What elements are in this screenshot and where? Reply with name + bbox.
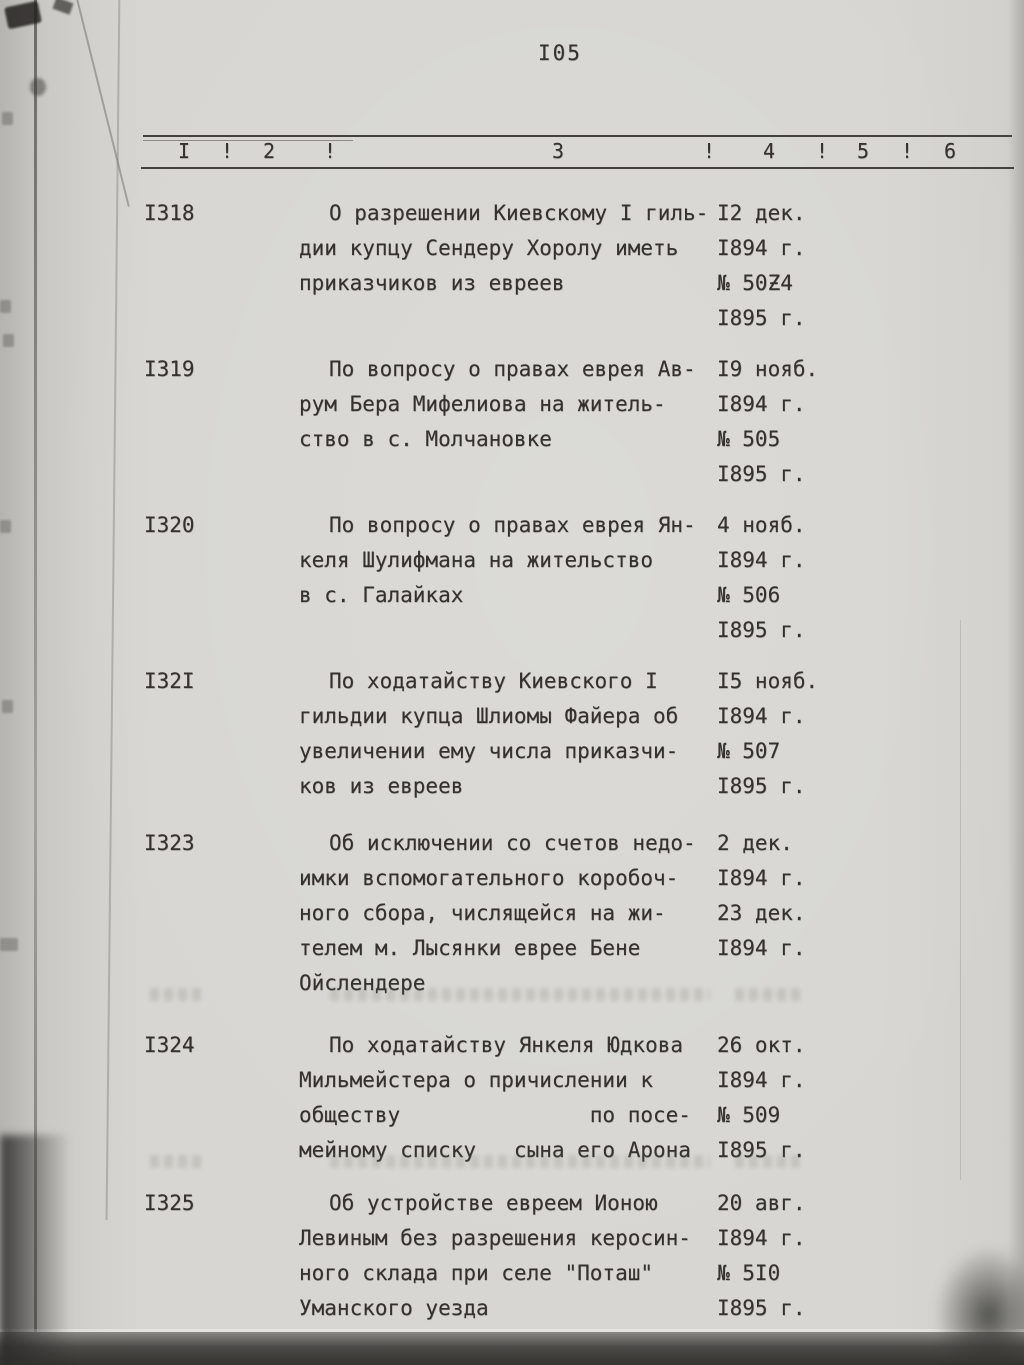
entry-description-line: ство в с. Молчановке <box>299 427 552 451</box>
bottom-shadow-band <box>0 1332 1024 1365</box>
entry-date-line: I894 г. <box>717 704 806 728</box>
entry-description-line: в с. Галайках <box>299 583 464 607</box>
entry-date-line: I895 г. <box>717 462 806 486</box>
bottom-right-shadow <box>934 1245 1024 1365</box>
margin-bleed-mark <box>2 700 13 713</box>
bottom-left-shadow <box>0 1135 70 1365</box>
entry-dates <box>717 1028 867 1168</box>
entry-date-line: № 506 <box>717 583 781 607</box>
bleed-through-row <box>0 988 1024 1008</box>
entry-description <box>299 352 739 457</box>
entry-date-line: 2 дек. <box>717 831 793 855</box>
column-header-row <box>0 138 1024 166</box>
entry-description-line: По ходатайству Янкеля Юдкова <box>329 1033 684 1057</box>
entry-date-line: I895 г. <box>717 306 806 330</box>
page-crease-line <box>960 620 961 1180</box>
entry-description-line: имки вспомогательного коробоч- <box>299 866 679 890</box>
entry-description-line: По вопросу о правах еврея Ав- <box>329 357 696 381</box>
entry-description-line: рум Бера Мифелиова на житель- <box>299 392 666 416</box>
entry-date-line: I5 нояб. <box>717 669 819 693</box>
entry-number: I324 <box>144 1033 195 1057</box>
column-header-6: 6 <box>944 139 957 163</box>
column-separator: ! <box>324 139 337 163</box>
column-header-4: 4 <box>763 139 776 163</box>
column-header-I: I <box>178 139 191 163</box>
entry-number: I318 <box>144 201 195 225</box>
entry-date-line: I894 г. <box>717 392 806 416</box>
entry-description-line: увеличении ему числа приказчи- <box>299 739 679 763</box>
entry-description-line: ного сбора, числящейся на жи- <box>299 901 666 925</box>
margin-bleed-mark <box>3 334 14 347</box>
margin-smudge <box>30 78 46 96</box>
entry-description-line: Ойслендере <box>299 971 426 995</box>
column-separator: ! <box>703 139 716 163</box>
corner-ink-mark <box>52 0 73 15</box>
page-number: I05 <box>538 41 582 65</box>
entry-date-line: I894 г. <box>717 236 806 260</box>
entry-number: I319 <box>144 357 195 381</box>
entry-description-line: дии купцу Сендеру Хоролу иметь <box>299 236 679 260</box>
entry-date-line: 4 нояб. <box>717 513 806 537</box>
page-edge-line <box>106 0 121 1220</box>
entry-description-line: По вопросу о правах еврея Ян- <box>329 513 696 537</box>
entry-description-line: гильдии купца Шлиомы Файера об <box>299 704 679 728</box>
entry-description-line: По ходатайству Киевского I <box>329 669 658 693</box>
entry-date-line: I894 г. <box>717 548 806 572</box>
entry-number: I323 <box>144 831 195 855</box>
entry-description-line: Мильмейстера о причислении к <box>299 1068 654 1092</box>
entry-date-line: № 505 <box>717 427 781 451</box>
entry-description-line: ного склада при селе "Поташ" <box>299 1261 654 1285</box>
entry-dates <box>717 1186 867 1326</box>
entry-date-line: I894 г. <box>717 866 806 890</box>
entry-date-line: I9 нояб. <box>717 357 819 381</box>
entry-date-line: I894 г. <box>717 1226 806 1250</box>
entry-date-line: № 507 <box>717 739 781 763</box>
entry-number: I320 <box>144 513 195 537</box>
entry-date-line: № 509 <box>717 1103 781 1127</box>
entry-date-line: I2 дек. <box>717 201 806 225</box>
header-rule-top <box>143 135 1012 137</box>
entry-date-line: 23 дек. <box>717 901 806 925</box>
entry-description-line: мейному списку сына его Арона <box>299 1138 691 1162</box>
margin-bleed-mark <box>0 520 11 533</box>
entry-description <box>299 508 739 613</box>
column-separator: ! <box>901 139 914 163</box>
entry-dates <box>717 826 867 966</box>
entry-description-line: О разрешении Киевскому I гиль- <box>329 201 709 225</box>
entry-date-line: 20 авг. <box>717 1191 806 1215</box>
entry-number: I32I <box>144 669 195 693</box>
margin-bleed-mark <box>0 300 11 313</box>
entry-date-line: I895 г. <box>717 1138 806 1162</box>
column-header-5: 5 <box>857 139 870 163</box>
entry-dates <box>717 352 867 492</box>
page-fold-line <box>72 0 130 207</box>
entry-date-line: I894 г. <box>717 936 806 960</box>
entry-description-line: ков из евреев <box>299 774 464 798</box>
entry-description <box>299 664 739 804</box>
entry-date-line: № 50Ƶ4 <box>717 271 793 295</box>
entry-dates <box>717 196 867 336</box>
entry-date-line: I895 г. <box>717 1296 806 1320</box>
column-header-2: 2 <box>263 139 276 163</box>
entry-dates <box>717 508 867 648</box>
entry-date-line: I895 г. <box>717 618 806 642</box>
header-rule-bottom <box>141 167 1014 169</box>
entry-date-line: № 5I0 <box>717 1261 781 1285</box>
column-header-3: 3 <box>552 139 565 163</box>
entry-description-line: Об устройстве евреем Ионою <box>329 1191 658 1215</box>
entry-description-line: приказчиков из евреев <box>299 271 565 295</box>
column-separator: ! <box>221 139 234 163</box>
entry-date-line: I895 г. <box>717 774 806 798</box>
entry-date-line: 26 окт. <box>717 1033 806 1057</box>
entry-description-line: телем м. Лысянки еврее Бене <box>299 936 641 960</box>
entry-dates <box>717 664 867 804</box>
column-separator: ! <box>816 139 829 163</box>
entry-description-line: Об исключении со счетов недо- <box>329 831 696 855</box>
entry-date-line: I894 г. <box>717 1068 806 1092</box>
entry-description <box>299 1028 739 1168</box>
entry-description-line: Левиным без разрешения керосин- <box>299 1226 691 1250</box>
entry-number: I325 <box>144 1191 195 1215</box>
bleed-through-row <box>0 1155 1024 1175</box>
entry-description <box>299 1186 739 1326</box>
entry-description-line: обществу по посе- <box>299 1103 691 1127</box>
entry-description-line: келя Шулифмана на жительство <box>299 548 654 572</box>
entry-description <box>299 196 739 301</box>
margin-bleed-mark <box>0 938 18 951</box>
entry-description <box>299 826 739 1001</box>
right-edge-shadow <box>1008 0 1024 1365</box>
margin-bleed-mark <box>2 112 13 125</box>
entry-description-line: Уманского уезда <box>299 1296 489 1320</box>
